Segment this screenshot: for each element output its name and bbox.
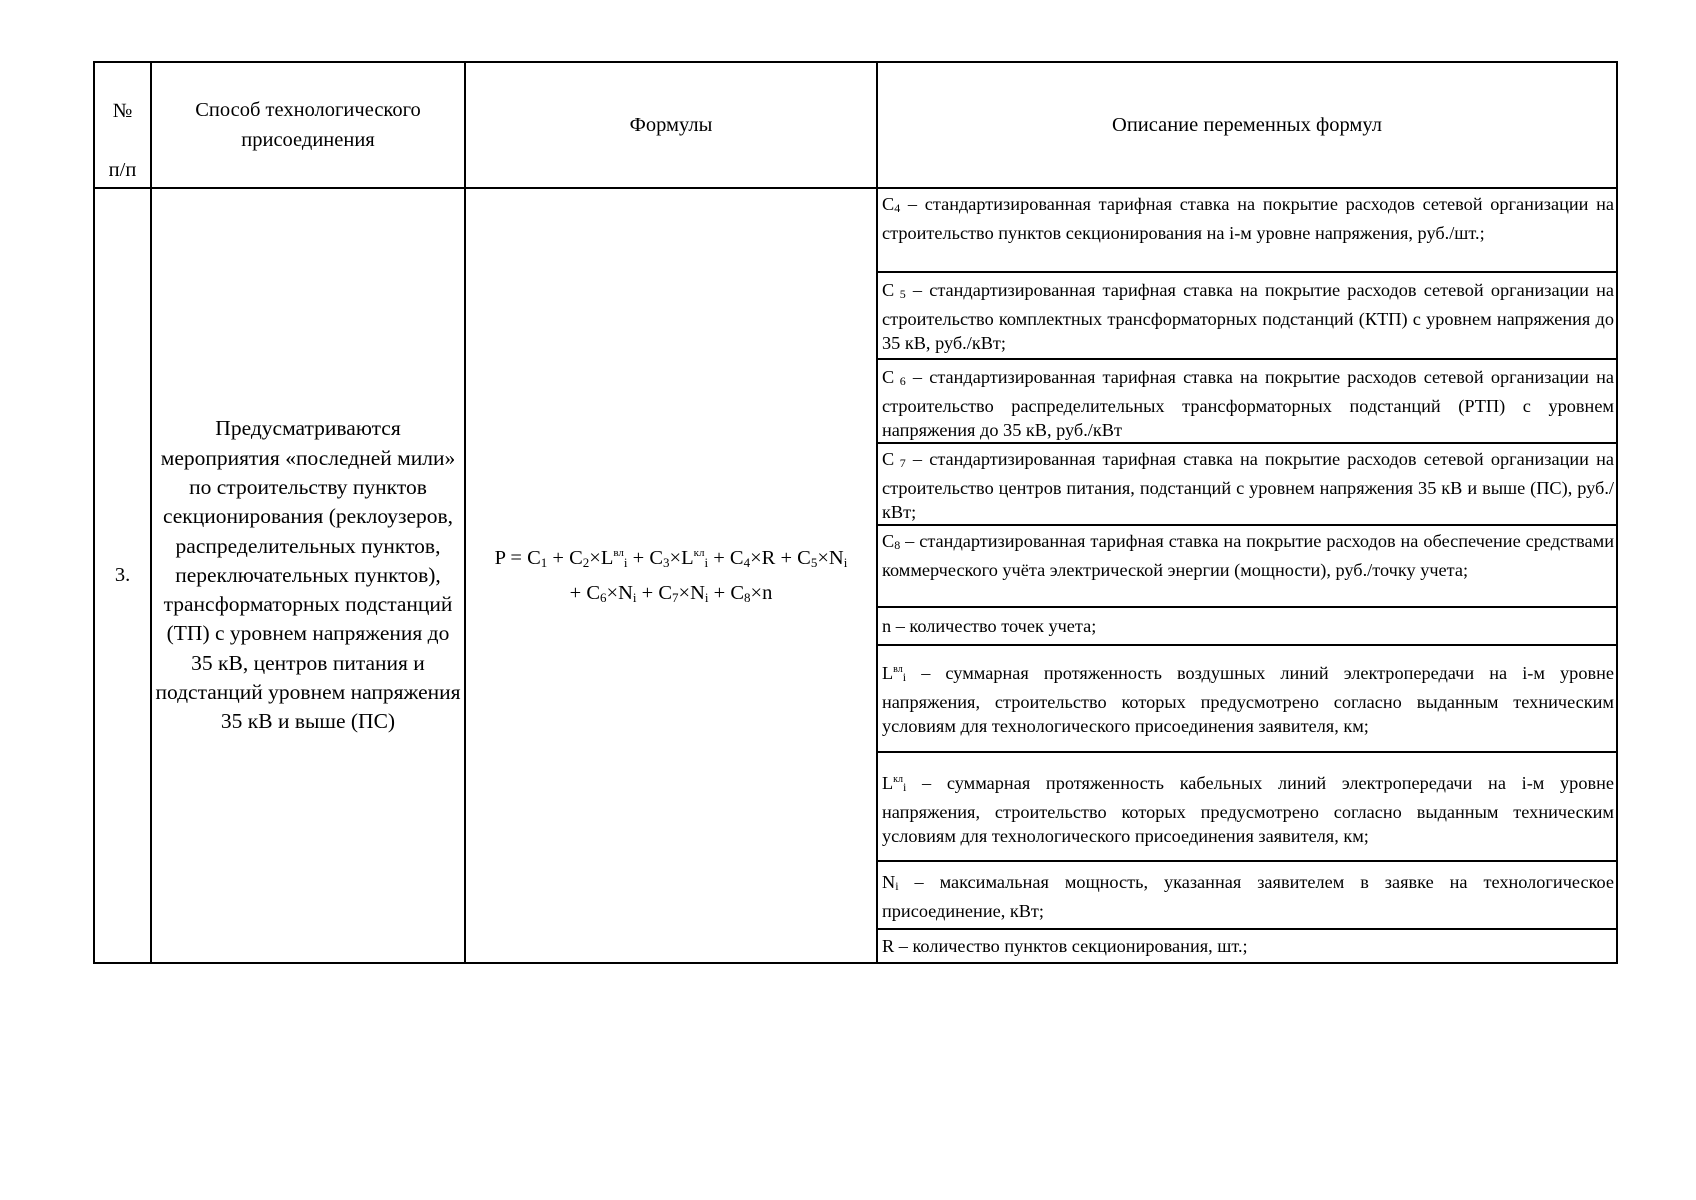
formula-c4: C (729, 547, 744, 569)
formula-sub: 2 (582, 555, 590, 570)
header-formula (466, 63, 876, 187)
formula-p: P (494, 547, 506, 569)
formula-sub: 1 (540, 555, 548, 570)
variable-dash: – (905, 367, 930, 387)
formula-sub: i (704, 590, 709, 605)
row-number (95, 189, 150, 962)
row-method-text: Предусматриваются мероприятия «последней мили» по строительству пунктов секционирования (реклоузеров, распределительных пунктов, переключательных пунктов), трансформаторных подстанций (ТП) с уровнем напряжения до 35 кВ, центров питания и подстанций уровнем напряжения 35 кВ и выше (ПС) (155, 416, 461, 734)
row-formula (466, 189, 876, 962)
header-number-symbol: № (112, 100, 133, 122)
variable-row (878, 930, 1616, 964)
formula-c7: C (658, 582, 673, 604)
variable-text: стандартизированная тарифная ставка на покрытие расходов сетевой организации на строительство комплектных трансформаторных подстанций (КТП) с уровнем напряжения до 35 кВ, руб./кВт; (882, 280, 1615, 353)
formula-sub: i (632, 590, 637, 605)
formula-plus: + (569, 582, 587, 604)
formula-c6: C (586, 582, 601, 604)
formula-times: × (750, 547, 762, 569)
variable-row (878, 360, 1616, 442)
variable-dash: – (898, 872, 940, 892)
formula-c8: C (730, 582, 745, 604)
formula-times: × (589, 547, 601, 569)
variable-dash: – (900, 194, 925, 214)
formula-plus: + (627, 547, 650, 569)
variable-text: стандартизированная тарифная ставка на покрытие расходов сетевой организации на строительство центров питания, подстанций с уровнем напряжения 35 кВ и выше (ПС), руб./кВт; (882, 449, 1615, 522)
formula-sub: i (704, 555, 709, 570)
variable-row (878, 273, 1616, 358)
formula-expression (495, 538, 848, 613)
formula-n: N (618, 582, 633, 604)
variable-dash: – (906, 773, 947, 793)
formula-l-vl: L (600, 547, 614, 569)
formula-plus: + (708, 582, 731, 604)
variable-text: количество пунктов секционирования, шт.; (912, 936, 1248, 956)
formula-sub: 7 (672, 590, 679, 605)
formula-sub: 4 (743, 555, 751, 570)
formula-n: N (828, 547, 844, 569)
formula-small-n: n (762, 582, 773, 604)
formula-plus: + (636, 582, 659, 604)
variable-symbol: R (882, 936, 895, 956)
header-method-label: Способ технологического присоединения (195, 99, 421, 151)
variable-row (878, 608, 1616, 644)
variable-text: стандартизированная тарифная ставка на покрытие расходов сетевой организации на строительство пунктов секционирования на i-м уровне напряжения, руб./шт.; (882, 194, 1615, 243)
variable-dash: – (905, 280, 930, 300)
variable-symbol: n (882, 616, 892, 636)
variable-row (878, 444, 1616, 524)
header-description (878, 63, 1616, 187)
tariff-formula-table (93, 61, 1618, 964)
variable-symbol: $C_4$ (882, 194, 901, 215)
formula-r: R (761, 547, 776, 569)
variable-row (878, 646, 1616, 751)
variable-text: стандартизированная тарифная ставка на покрытие расходов на обеспечение средствами коммерческого учёта электрической энергии (мощности), руб./точку учета; (882, 531, 1615, 580)
variable-symbol: C $_7$ (882, 449, 906, 470)
variable-symbol: C $_6$ (882, 367, 906, 388)
formula-plus: + (547, 547, 570, 569)
formula-sub: i (843, 555, 848, 570)
formula-sub: 3 (663, 555, 670, 570)
formula-c2: C (569, 547, 583, 569)
variable-symbol: $C_8$ (882, 531, 901, 552)
formula-sub: 5 (810, 555, 818, 570)
variable-dash: – (905, 449, 930, 469)
header-method (152, 63, 464, 187)
variable-text: суммарная протяженность воздушных линий электропередачи на i-м уровне напряжения, строительство которых предусмотрено согласно выданным техническим условиям для технологического присоединения заявителя, км; (882, 663, 1614, 736)
formula-plus: + (775, 547, 798, 569)
formula-eq: = (505, 547, 528, 569)
row-method (152, 189, 464, 962)
variable-text: стандартизированная тарифная ставка на покрытие расходов сетевой организации на строительство распределительных трансформаторных подстанций (РТП) с уровнем напряжения до 35 кВ, руб./кВт (882, 367, 1615, 440)
formula-times: × (817, 547, 829, 569)
variable-row (878, 753, 1616, 860)
variable-text: количество точек учета; (909, 616, 1097, 636)
formula-c1: C (527, 547, 541, 569)
variable-symbol: $L^{кл}_i$ (882, 773, 907, 794)
header-number (95, 63, 150, 187)
formula-l-kl: L (681, 547, 694, 569)
formula-sup: вл (613, 547, 624, 559)
variable-dash: – (891, 616, 910, 636)
formula-times: × (669, 547, 682, 569)
header-formula-label: Формулы (629, 114, 713, 136)
formula-sub: 8 (744, 590, 751, 605)
variable-text: суммарная протяженность кабельных линий электропередачи на i-м уровне напряжения, строительство которых предусмотрено согласно выданным техническим условиям для технологического присоединения заявителя, км; (882, 773, 1614, 846)
variable-symbol: $N_i$ (882, 872, 899, 893)
formula-times: × (678, 582, 691, 604)
formula-sub: i (623, 555, 628, 570)
variable-row (878, 862, 1616, 928)
formula-times: × (606, 582, 619, 604)
formula-c5: C (797, 547, 811, 569)
formula-plus: + (708, 547, 730, 569)
formula-sub: 6 (600, 590, 607, 605)
variable-dash: – (906, 663, 946, 683)
variable-descriptions (878, 189, 1616, 962)
formula-n: N (690, 582, 705, 604)
variable-symbol: C $_5$ (882, 280, 906, 301)
formula-sup: кл (693, 547, 705, 559)
row-number-value: 3. (114, 564, 131, 586)
formula-c3: C (649, 547, 664, 569)
variable-symbol: $L^{вл}_i$ (882, 663, 907, 684)
formula-times: × (750, 582, 763, 604)
variable-dash: – (900, 531, 920, 551)
variable-row (878, 189, 1616, 271)
variable-row (878, 526, 1616, 606)
header-description-label: Описание переменных формул (1112, 114, 1382, 136)
variable-text: максимальная мощность, указанная заявителем в заявке на технологическое присоединение, кВт; (882, 872, 1614, 921)
header-number-abbr: п/п (108, 159, 137, 181)
variable-dash: – (894, 936, 913, 956)
